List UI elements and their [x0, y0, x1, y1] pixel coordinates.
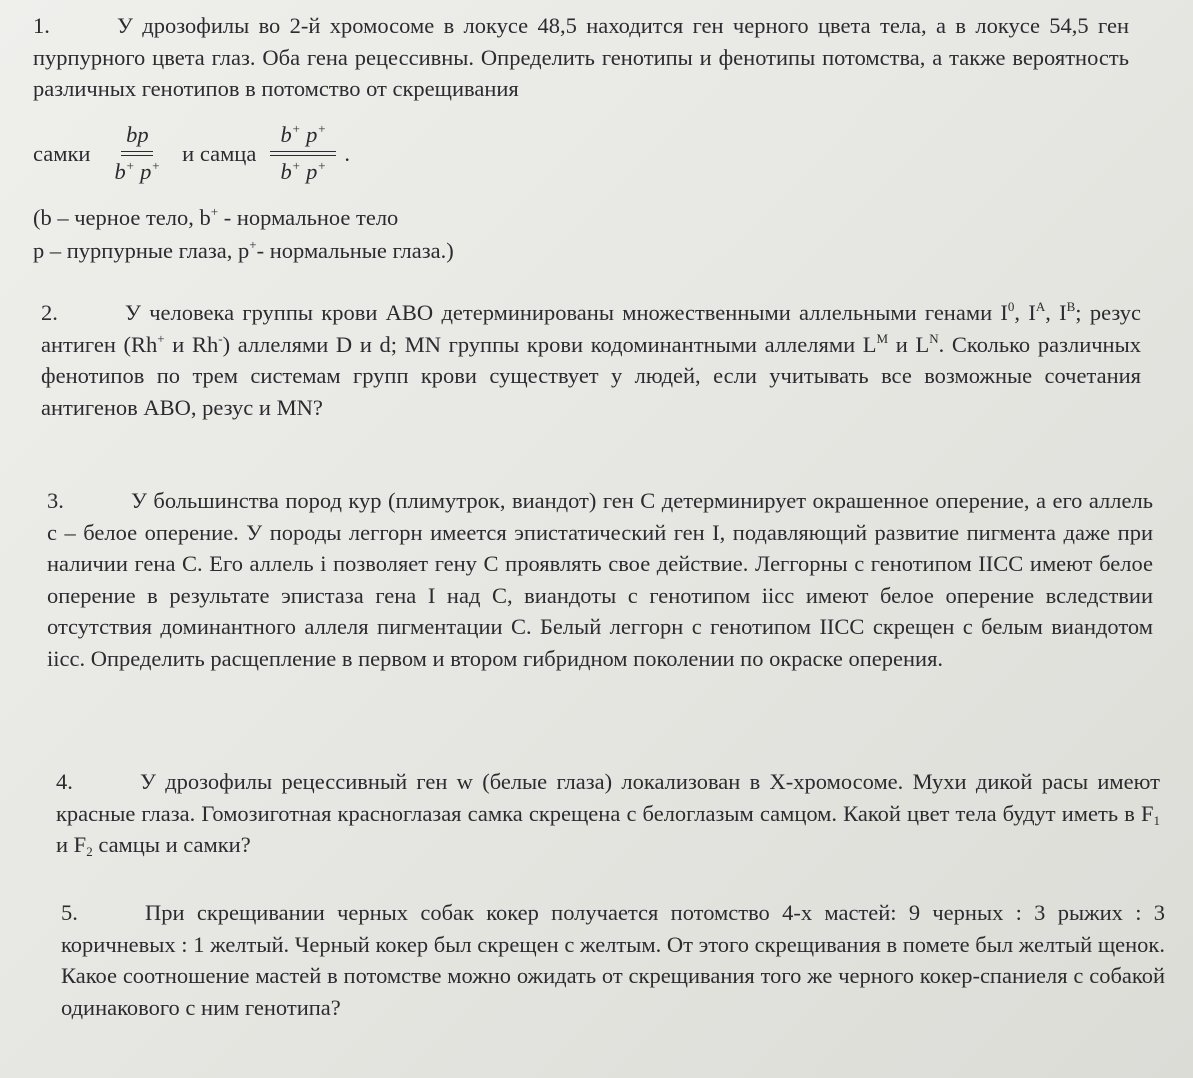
- task-4-text: 4. У дрозофилы рецессивный ген w (белые глаза) локализован в Х-хромосоме. Мухи дикой расы имеют красные глаза. Гомозиготная красноглазая самка скрещена с белоглазым самцом. Какой цвет тела будут иметь в $F_1$ и $F_2$ самцы и самки?: [56, 766, 1160, 861]
- task-4-number: 4.: [56, 769, 73, 794]
- task-2: [41, 297, 1141, 423]
- task-1-legend-eyes: p – пурпурные глаза, p+- нормальные глаза.): [33, 236, 454, 263]
- male-label: и самца: [182, 140, 257, 166]
- task-2-number: 2.: [41, 300, 58, 325]
- task-4: [56, 766, 1160, 861]
- task-3-number: 3.: [47, 488, 64, 513]
- task-2-text: 2. У человека группы крови АВО детерминированы множественными аллельными генами $I^0$, $I^A$, $I^B$; резус антиген (Rh+ и Rh-) аллелями D и d; MN группы крови кодоминантными аллелями $L^M$ и $L^N$. Сколько различных фенотипов по трем системам групп крови существует у людей, если учитывать все возможные сочетания антигенов АВО, резус и MN?: [41, 299, 1141, 420]
- task-1: [33, 10, 1129, 267]
- task-5-text: 5. При скрещивании черных собак кокер получается потомство 4-х мастей: 9 черных : 3 рыжих : 3 коричневых : 1 желтый. Черный кокер был скрещен с желтым. От этого скрещивания в помете был желтый щенок. Какое соотношение мастей в потомстве можно ожидать от скрещивания того же черного кокер-спаниеля с собакой одинакового с ним генотипа?: [61, 897, 1165, 1023]
- female-genotype: bp b+ p+: [114, 122, 161, 184]
- task-1-text: 1. У дрозофилы во 2-й хромосоме в локусе 48,5 находится ген черного цвета тела, а в локусе 54,5 ген пурпурного цвета глаз. Оба гена рецессивны. Определить генотипы и фенотипы потомства, а также вероятность различных генотипов в потомство от скрещивания: [33, 10, 1129, 105]
- task-1-legend-body: (b – черное тело, b+ - нормальное тело: [33, 203, 399, 230]
- female-label: самки: [33, 140, 91, 166]
- task-3: [47, 485, 1153, 674]
- task-1-cross-formula: самки bp b+ p+ и самца b+ p+ b+ p+ .: [33, 121, 350, 184]
- male-genotype: b+ p+ b+ p+: [270, 122, 336, 185]
- task-5-number: 5.: [61, 900, 78, 925]
- task-5: [61, 897, 1165, 1023]
- task-1-number: 1.: [33, 13, 50, 38]
- task-3-text: 3. У большинства пород кур (плимутрок, виандот) ген С детерминирует окрашенное оперение, а его аллель с – белое оперение. У породы леггорн имеется эпистатический ген I, подавляющий развитие пигмента даже при наличии гена С. Его аллель і позволяет гену С проявлять свое действие. Леггорны с генотипом IICC имеют белое оперение в результате эпистаза гена I над С, виандоты с генотипом iicc имеют белое оперение вследствии отсутствия доминантного аллеля пигментации С. Белый леггорн с генотипом IICC скрещен с белым виандотом iicc. Определить расщепление в первом и втором гибридном поколении по окраске оперения.: [47, 485, 1153, 674]
